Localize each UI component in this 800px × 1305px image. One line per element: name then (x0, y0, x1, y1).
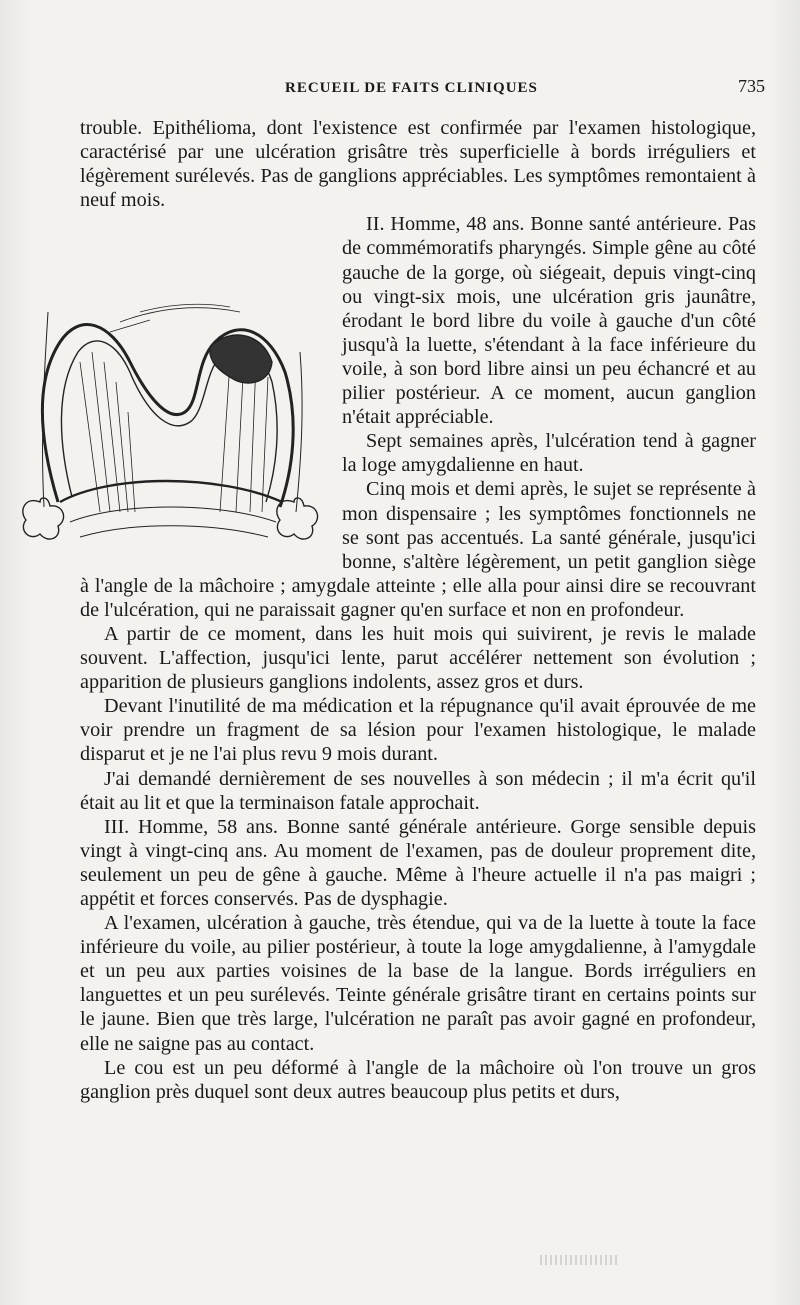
paragraph: A partir de ce moment, dans les huit mois qui suivirent, je revis le malade souvent. L'affection, jusqu'ici lente, parut accélérer nettement son évolution ; apparition de plusieurs ganglions indolents, assez gros et durs. (80, 622, 756, 694)
body-text (80, 116, 756, 1104)
paragraph: trouble. Epithélioma, dont l'existence est confirmée par l'examen histologique, caractérisé par une ulcération grisâtre très superficielle à bords irréguliers et légèrement surélevés. Pas de ganglions appréciables. Les symptômes remontaient à neuf mois. (80, 117, 756, 212)
paragraph: Cinq mois et demi après, le sujet se représente à mon dispensaire ; les symptômes fonctionnels ne se sont pas accentués. La santé générale, jusqu'ici bonne, s'altère légèrement, un petit ganglion siège à l'angle de la mâchoire ; amygdale atteinte ; elle alla pour ainsi dire se recouvrant de l'ulcération, qui ne paraissait gagner qu'en surface et non en profondeur. (80, 478, 756, 621)
page-number: 735 (738, 76, 765, 96)
paragraph: Sept semaines après, l'ulcération tend à gagner la loge amygdalienne en haut. (342, 430, 756, 477)
throat-drawing-icon (0, 212, 330, 550)
paragraph: Devant l'inutilité de ma médication et la répugnance qu'il avait éprouvée de me voir prendre un fragment de sa lésion pour l'examen histologique, le malade disparut et je ne l'ai plus revu 9 mois durant. (80, 695, 756, 766)
running-title: RECUEIL DE FAITS CLINIQUES (285, 80, 538, 96)
running-header (285, 76, 765, 97)
paragraph: J'ai demandé dernièrement de ses nouvelles à son médecin ; il m'a écrit qu'il était au lit et que la terminaison fatale approchait. (80, 767, 756, 814)
paragraph: II. Homme, 48 ans. Bonne santé antérieure. Pas de commémoratifs pharyngés. Simple gêne au côté gauche de la gorge, où siégeait, depuis vingt-cinq ou vingt-six mois, une ulcération gris jaunâtre, érodant le bord libre du voile à gauche d'un côté jusqu'à la luette, s'étendant à la face inférieure du voile, à son bord libre ainsi un peu échancré et au pilier postérieur. A ce moment, aucun ganglion n'était appréciable. (342, 213, 756, 429)
paragraph: A l'examen, ulcération à gauche, très étendue, qui va de la luette à toute la face inférieure du voile, au pilier postérieur, à toute la loge amygdalienne, à l'amygdale et un peu aux parties voisines de la base de la langue. Bords irréguliers en languettes et un peu surélevés. Teinte générale grisâtre tirant en certains points sur le jaune. Bien que très large, l'ulcération ne paraît pas avoir gagné en profondeur, elle ne saigne pas au contact. (80, 912, 756, 1055)
paragraph: III. Homme, 58 ans. Bonne santé générale antérieure. Gorge sensible depuis vingt à vingt-cinq ans. Au moment de l'examen, pas de douleur proprement dite, seulement un peu de gêne à gauche. Même à l'heure actuelle il n'a pas maigri ; appétit et forces conservés. Pas de dysphagie. (80, 815, 756, 910)
paragraph: Le cou est un peu déformé à l'angle de la mâchoire où l'on trouve un gros ganglion près duquel sont deux autres beaucoup plus petits et durs, (80, 1056, 756, 1103)
throat-illustration (0, 212, 330, 550)
page-smudge (540, 1255, 620, 1265)
